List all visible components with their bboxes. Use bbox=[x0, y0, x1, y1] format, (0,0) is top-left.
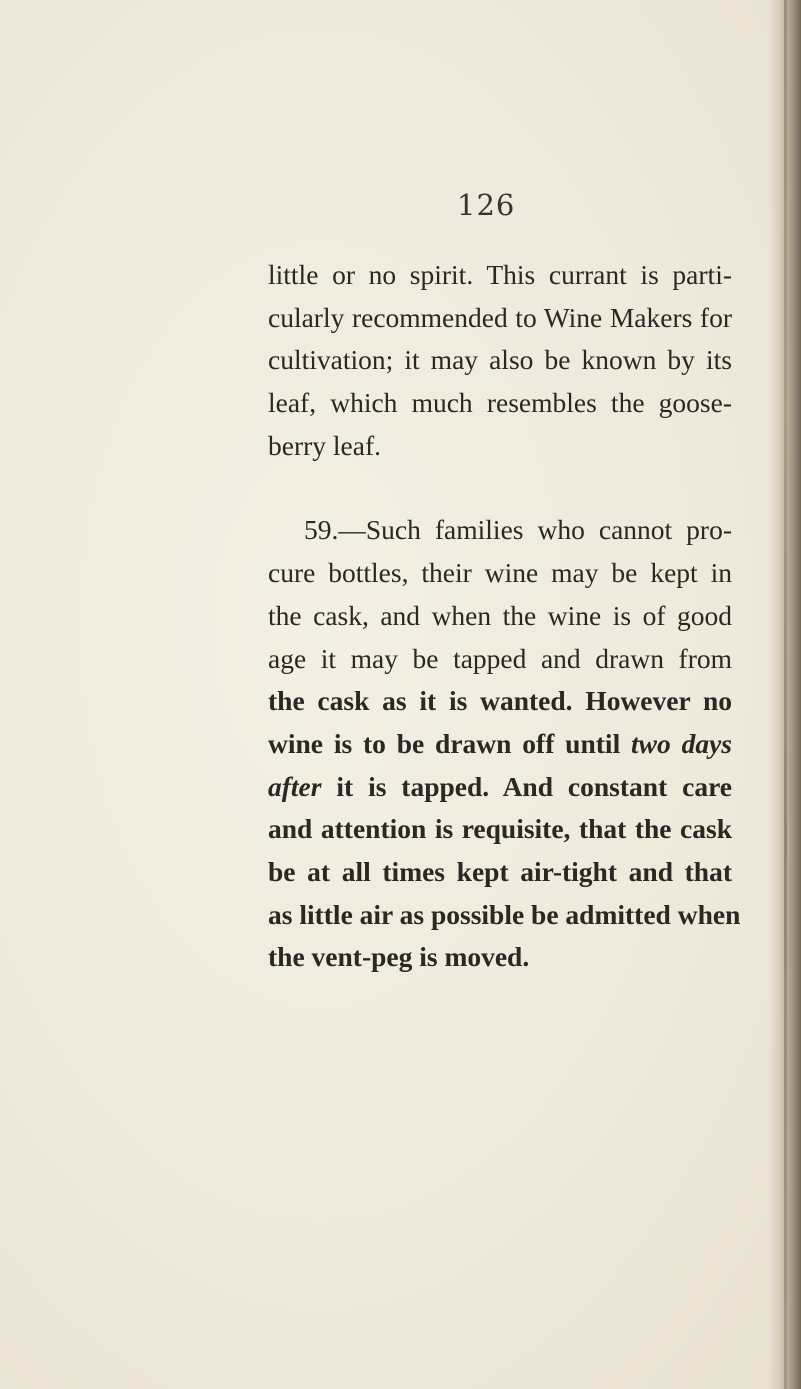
text-line bbox=[268, 723, 732, 766]
text-line: be at all times kept air-tight and that bbox=[268, 855, 732, 887]
text-line: the cask as it is wanted. However no bbox=[268, 685, 732, 717]
text-line: the cask, and when the wine is of good bbox=[268, 599, 732, 631]
text-run: it is tapped. And constant care bbox=[321, 770, 732, 802]
text-line: little or no spirit. This currant is parti- bbox=[268, 259, 732, 290]
text-line: 59.—Such families who cannot pro- bbox=[304, 514, 732, 546]
page-number: 126 bbox=[457, 188, 516, 222]
text-line: berry leaf. bbox=[268, 429, 381, 461]
text-run: wine is to be drawn off until bbox=[268, 727, 632, 759]
text-line: and attention is requisite, that the cask bbox=[268, 813, 732, 845]
text-line: leaf, which much resembles the goose- bbox=[268, 387, 732, 419]
body-text bbox=[268, 254, 741, 979]
text-line: cultivation; it may also be known by its bbox=[268, 344, 732, 376]
paragraph-gap bbox=[268, 467, 732, 509]
text-line: cure bottles, their wine may be kept in bbox=[268, 557, 732, 589]
text-line: as little air as possible be admitted when bbox=[268, 898, 741, 930]
text-line bbox=[268, 766, 732, 809]
text-line: cularly recommended to Wine Makers for bbox=[268, 301, 732, 333]
text-line: the vent-peg is moved. bbox=[268, 941, 530, 973]
emphasized-text: two days bbox=[631, 727, 732, 759]
emphasized-text: after bbox=[268, 770, 322, 802]
page-edge-line bbox=[784, 0, 787, 1389]
text-line: age it may be tapped and drawn from bbox=[268, 642, 732, 674]
